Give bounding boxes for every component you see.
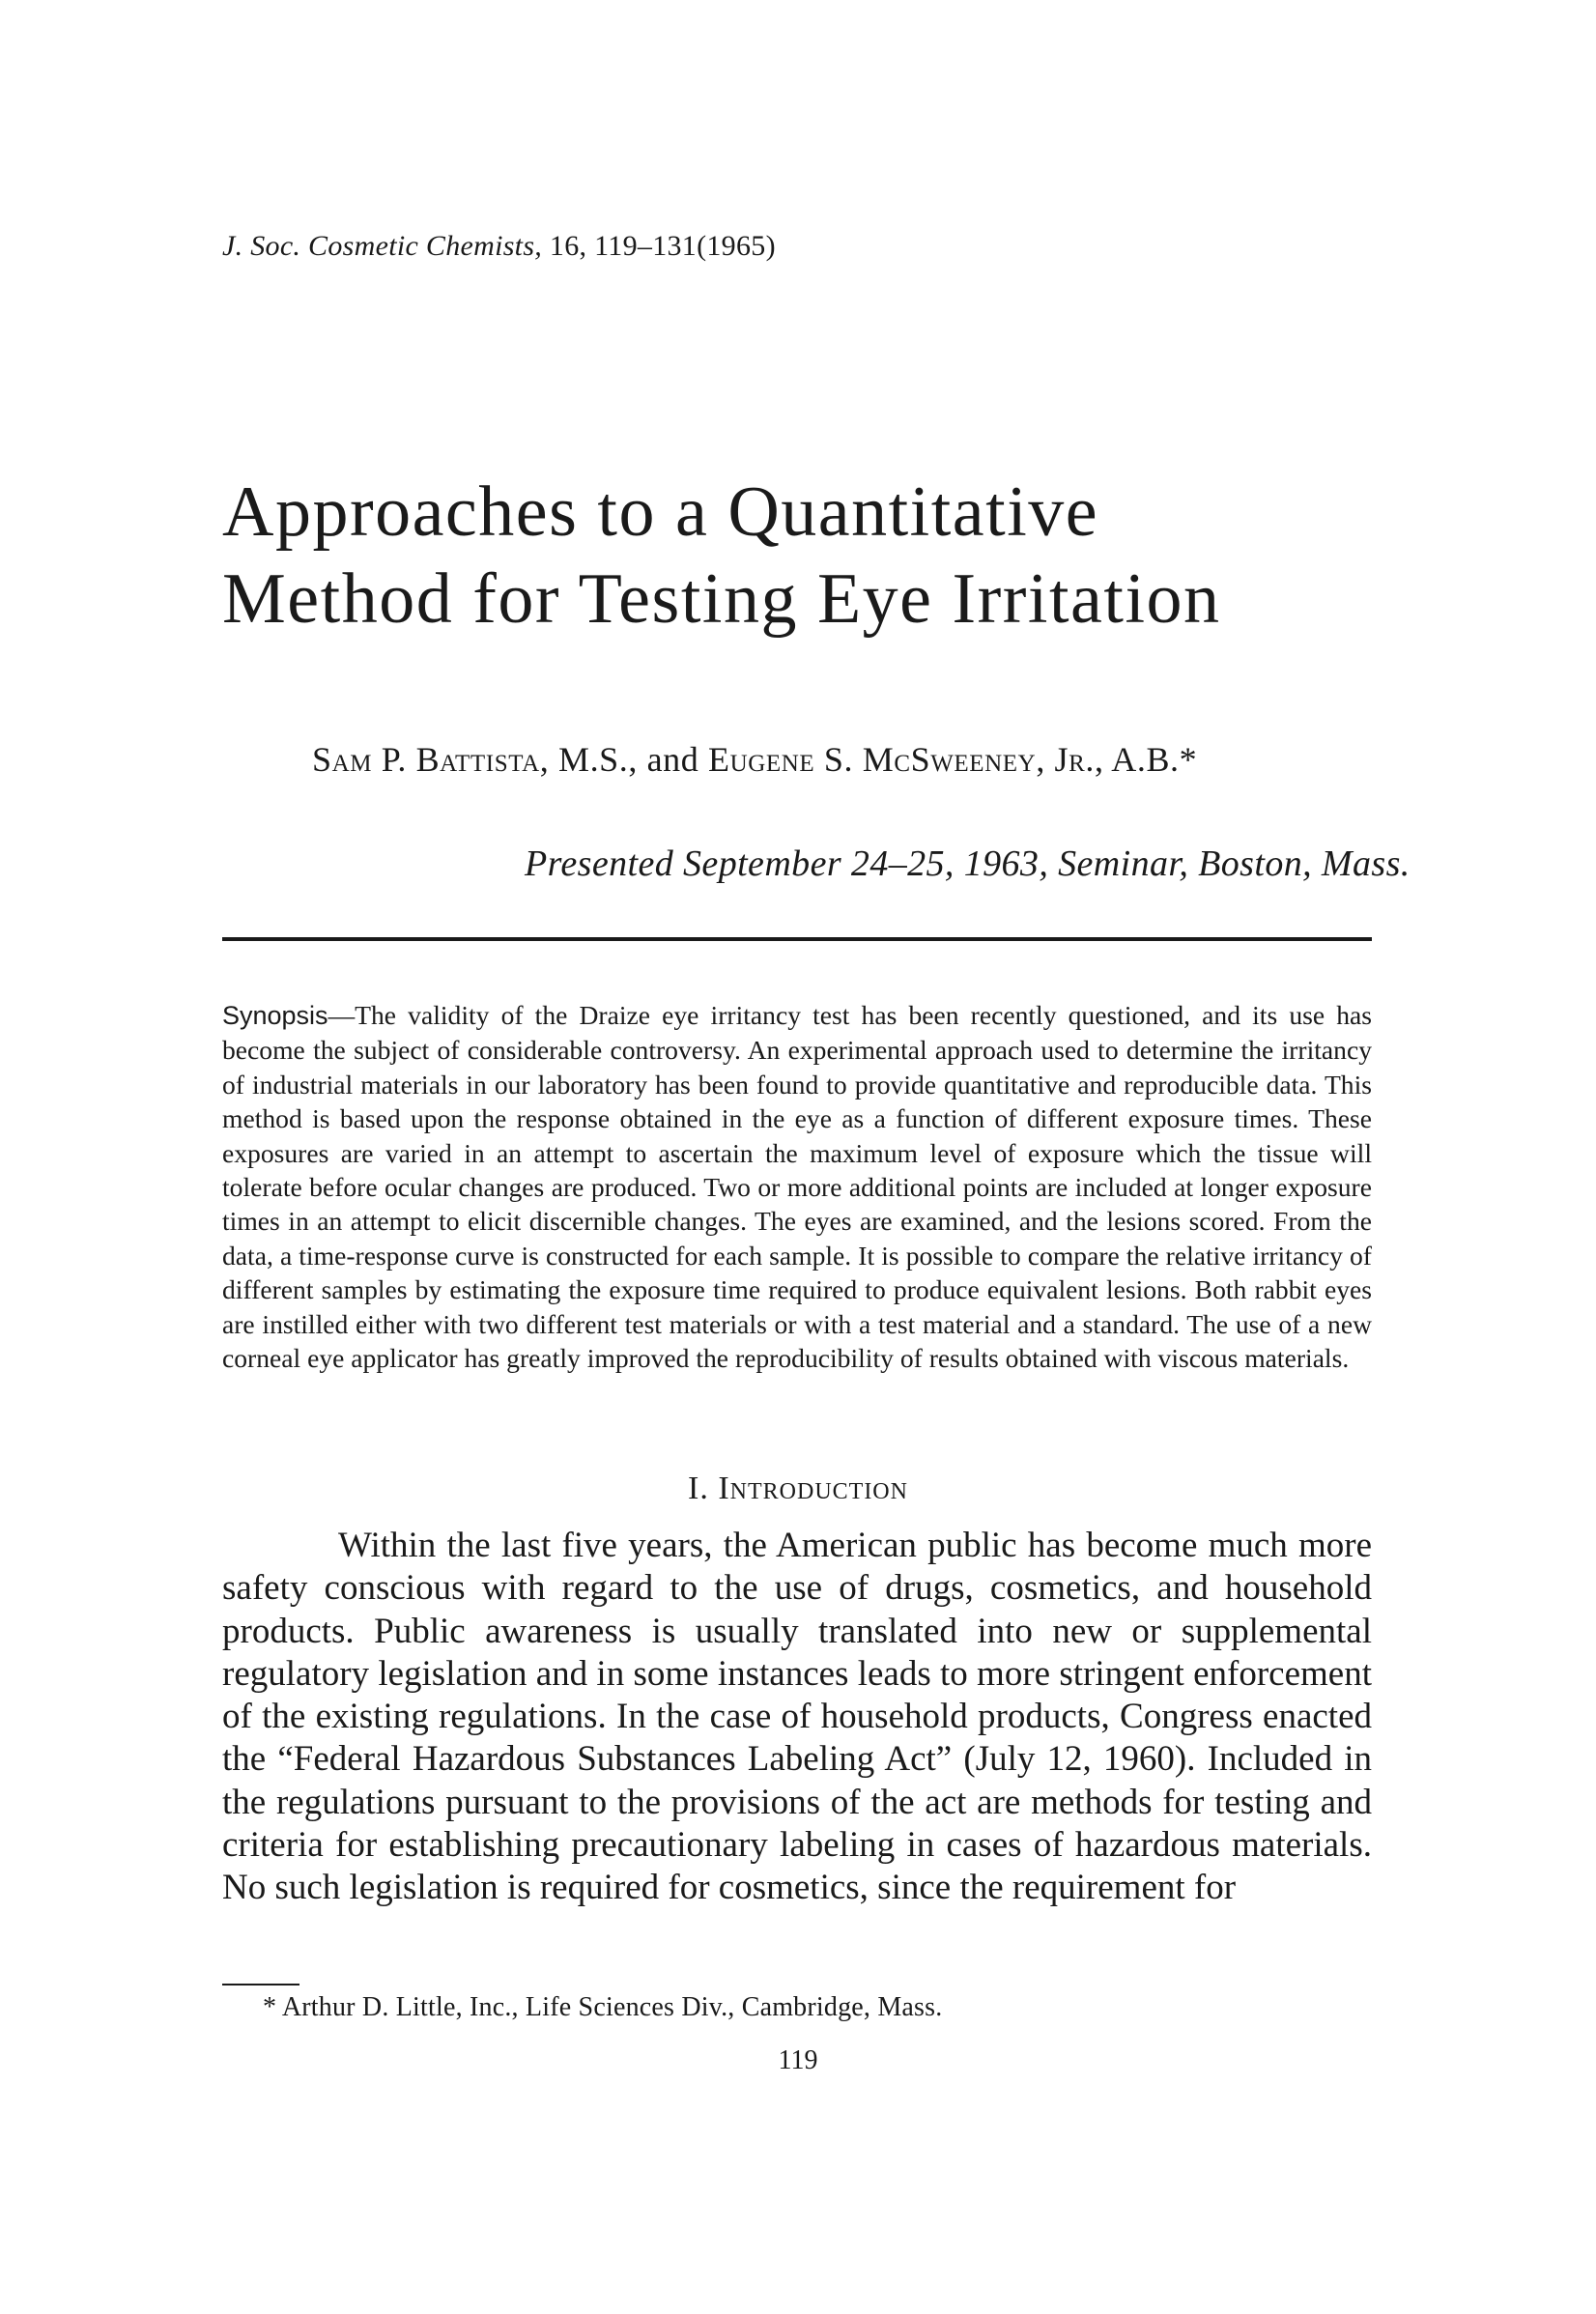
section-title: Introduction [718, 1471, 908, 1506]
synopsis-paragraph [222, 998, 1372, 1375]
journal-name: J. Soc. Cosmetic Chemists, [222, 230, 543, 262]
footnote-affiliation: * Arthur D. Little, Inc., Life Sciences Div., Cambridge, Mass. [263, 1992, 943, 2022]
journal-citation [222, 230, 776, 263]
title-divider [222, 937, 1372, 941]
journal-volume-pages: 16, 119–131(1965) [549, 230, 776, 262]
section-number: I. [688, 1471, 719, 1506]
author-line [312, 739, 1197, 780]
footnote-divider [222, 1984, 299, 1985]
section-heading-introduction [0, 1471, 1596, 1507]
author1-last-name: Battista [415, 740, 540, 779]
page-number: 119 [778, 2045, 818, 2075]
synopsis-text: —The validity of the Draize eye irritancy test has been recently questioned, and its use has become the subject of considerable controversy. An experimental approach used to determine the irritancy of industrial materials in our laboratory has been found to provide quantitative and reproducible data. This method is based upon the response obtained in the eye as a function of different exposure times. These exposures are varied in an attempt to ascertain the maximum level of exposure which the tissue will tolerate before ocular changes are produced. Two or more additional points are included at longer exposure times in an attempt to elicit discernible changes. The eyes are examined, and the lesions scored. From the data, a time-response curve is constructed for each sample. It is possible to compare the relative irritancy of different samples by estimating the exposure time required to produce equivalent lesions. Both rabbit eyes are instilled either with two different test materials or with a test material and a standard. The use of a new corneal eye applicator has greatly improved the reproducibility of results obtained with viscous materials. [222, 1000, 1372, 1374]
article-title [222, 469, 1430, 643]
title-line-2: Method for Testing Eye Irritation [222, 559, 1221, 639]
author2-first-name: Eugene [707, 740, 815, 779]
presentation-note: Presented September 24–25, 1963, Seminar, Boston, Mass. [525, 843, 1411, 884]
author2-initial: S. [814, 740, 863, 779]
author1-initial: P. [381, 740, 416, 779]
introduction-paragraph: Within the last five years, the American public has become much more safety conscious with regard to the use of drugs, cosmetics, and household products. Public awareness is usually translated into new or supplemental regulatory legislation and in some instances leads to more stringent enforcement of the existing regulations. In the case of household products, Congress enacted the “Federal Hazardous Substances Labeling Act” (July 12, 1960). Included in the regulations pursuant to the provisions of the act are methods for testing and criteria for establishing precautionary labeling in cases of hazardous materials. No such legislation is required for cosmetics, since the requirement for [222, 1526, 1372, 1908]
author2-separator: , [1036, 740, 1055, 779]
author2-suffix: Jr. [1054, 740, 1096, 779]
author1-first-name: Sam [312, 740, 373, 779]
synopsis-label: Synopsis [222, 1001, 328, 1030]
author2-degree: , A.B.* [1095, 740, 1198, 779]
author2-last-name: McSweeney [862, 740, 1037, 779]
title-line-1: Approaches to a Quantitative [222, 472, 1099, 552]
author1-degree: , M.S., and [539, 740, 708, 779]
